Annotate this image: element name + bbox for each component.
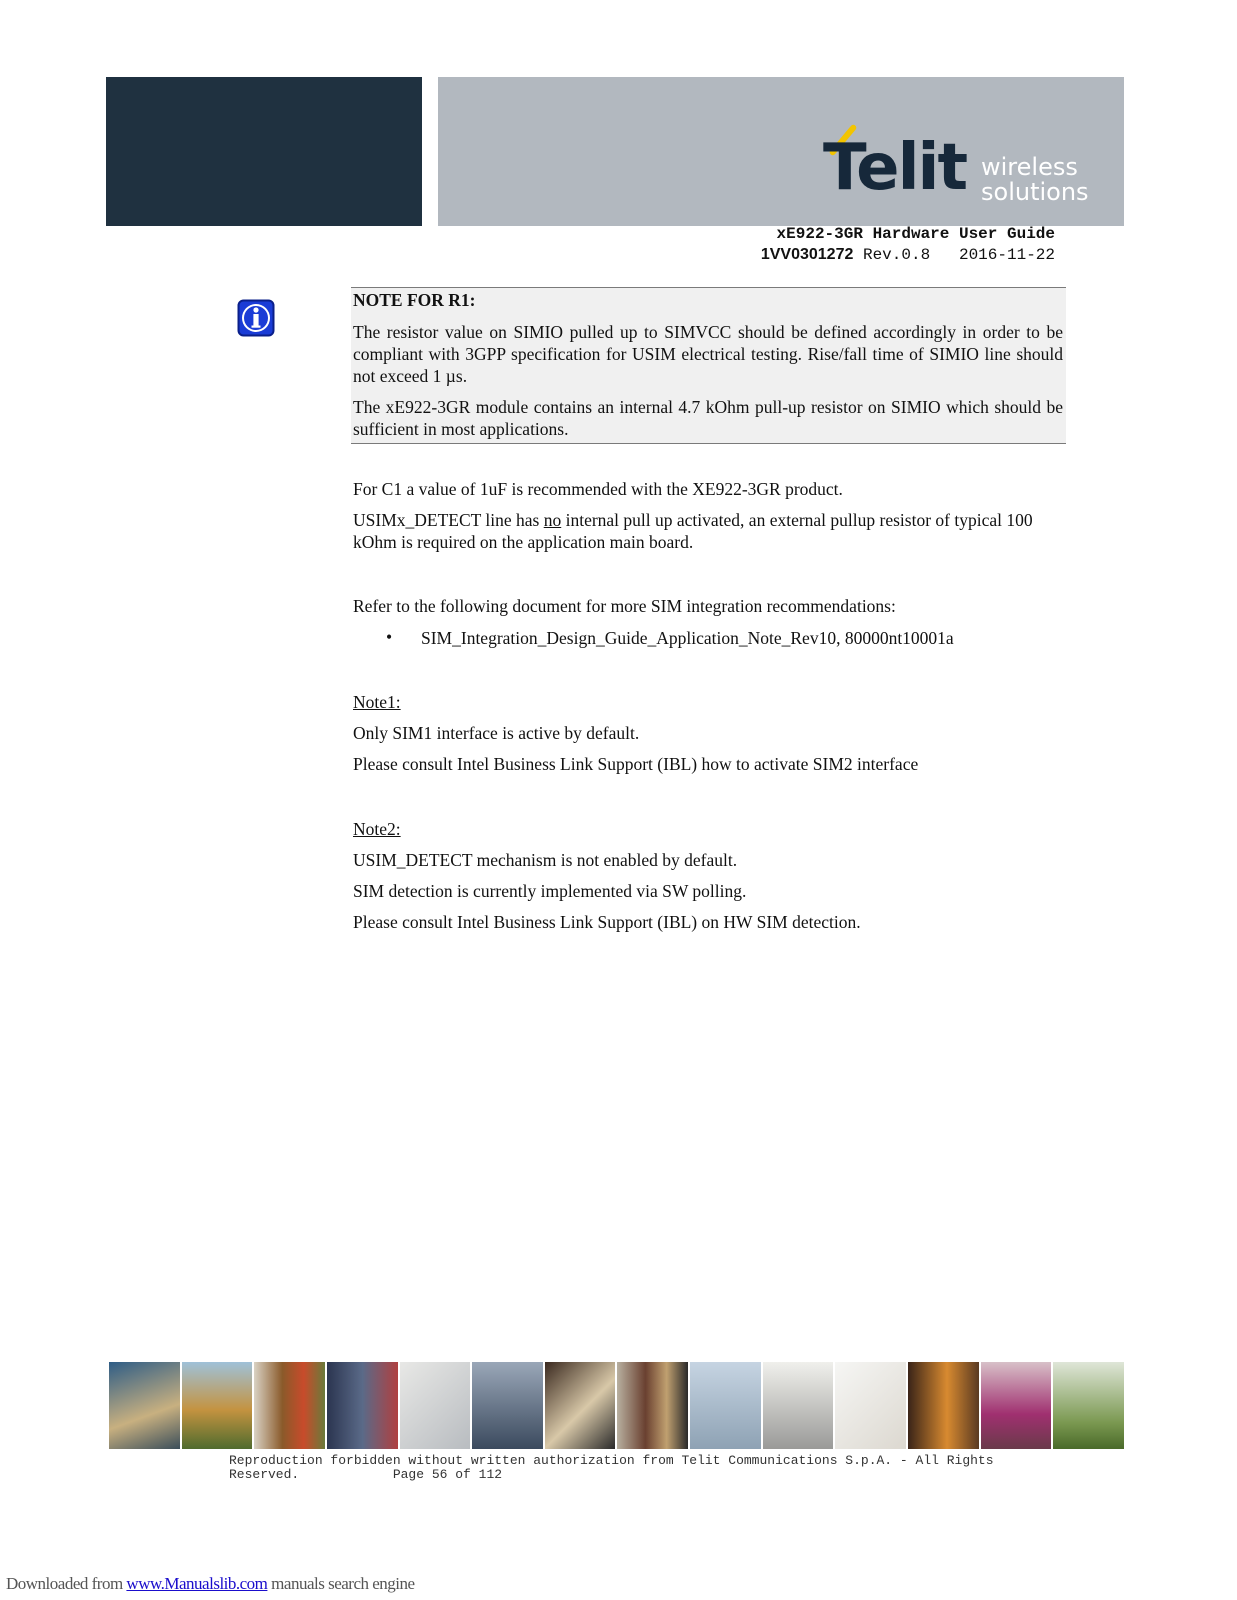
photo-tile	[908, 1362, 979, 1449]
logo-tagline-1: wireless	[981, 153, 1078, 181]
photo-tile	[545, 1362, 616, 1449]
footer-copyright: Reproduction forbidden without written authorization from Telit Communications S.p.A. - All Rights	[229, 1453, 994, 1468]
footer-photo-strip	[109, 1362, 1124, 1449]
photo-tile	[1053, 1362, 1124, 1449]
refer-paragraph: Refer to the following document for more SIM integration recommendations:	[353, 596, 896, 616]
photo-tile	[472, 1362, 543, 1449]
note-paragraph-2: The xE922-3GR module contains an internal 4.7 kOhm pull-up resistor on SIMIO which should be sufficient in most applications.	[353, 397, 1063, 439]
footer-page-number: Reserved. Page 56 of 112	[229, 1467, 503, 1482]
bullet-icon: •	[386, 627, 393, 647]
note2-line-3: Please consult Intel Business Link Support (IBL) on HW SIM detection.	[353, 912, 861, 932]
usim-detect-paragraph	[353, 509, 1065, 553]
note1-line-2: Please consult Intel Business Link Support (IBL) how to activate SIM2 interface	[353, 754, 919, 774]
photo-tile	[182, 1362, 253, 1449]
bullet-item: SIM_Integration_Design_Guide_Application_Note_Rev10, 80000nt10001a	[421, 628, 954, 648]
logo-tagline-2: solutions	[981, 178, 1089, 206]
doc-code: 1VV0301272	[760, 246, 854, 263]
telit-logo: Telit	[823, 131, 967, 205]
note1-heading: Note1:	[353, 692, 401, 712]
photo-tile	[690, 1362, 761, 1449]
note-paragraph-1: The resistor value on SIMIO pulled up to SIMVCC should be defined accordingly in order to be compliant with 3GPP specification for USIM electrical testing. Rise/fall time of SIMIO line should not exceed 1 µs.	[353, 322, 1063, 386]
usim-text-pre: USIMx_DETECT line has	[353, 510, 544, 530]
download-suffix: manuals search engine	[267, 1574, 415, 1593]
info-icon	[237, 299, 275, 337]
photo-tile	[254, 1362, 325, 1449]
photo-tile	[109, 1362, 180, 1449]
photo-tile	[835, 1362, 906, 1449]
note2-line-2: SIM detection is currently implemented via SW polling.	[353, 881, 747, 901]
doc-rev-date: Rev.0.8 2016-11-22	[853, 246, 1055, 264]
manualslib-link[interactable]: www.Manualslib.com	[126, 1574, 268, 1593]
note1-line-1: Only SIM1 interface is active by default.	[353, 723, 640, 743]
photo-tile	[981, 1362, 1052, 1449]
note-title: NOTE FOR R1:	[353, 290, 476, 310]
download-prefix: Downloaded from	[6, 1574, 127, 1593]
usim-text-post: internal pull up activated, an external pullup resistor of typical 100 kOhm is required on the application main board.	[353, 510, 1033, 552]
c1-paragraph: For C1 a value of 1uF is recommended with the XE922-3GR product.	[353, 479, 843, 499]
photo-tile	[400, 1362, 471, 1449]
note2-heading: Note2:	[353, 819, 401, 839]
doc-revision-line	[761, 246, 1055, 264]
photo-tile	[327, 1362, 398, 1449]
usim-text-no: no	[543, 510, 562, 530]
header-dark-panel	[106, 77, 422, 226]
photo-tile	[617, 1362, 688, 1449]
note2-line-1: USIM_DETECT mechanism is not enabled by default.	[353, 850, 738, 870]
photo-tile	[763, 1362, 834, 1449]
doc-title: xE922-3GR Hardware User Guide	[776, 225, 1055, 243]
download-banner	[6, 1574, 415, 1594]
